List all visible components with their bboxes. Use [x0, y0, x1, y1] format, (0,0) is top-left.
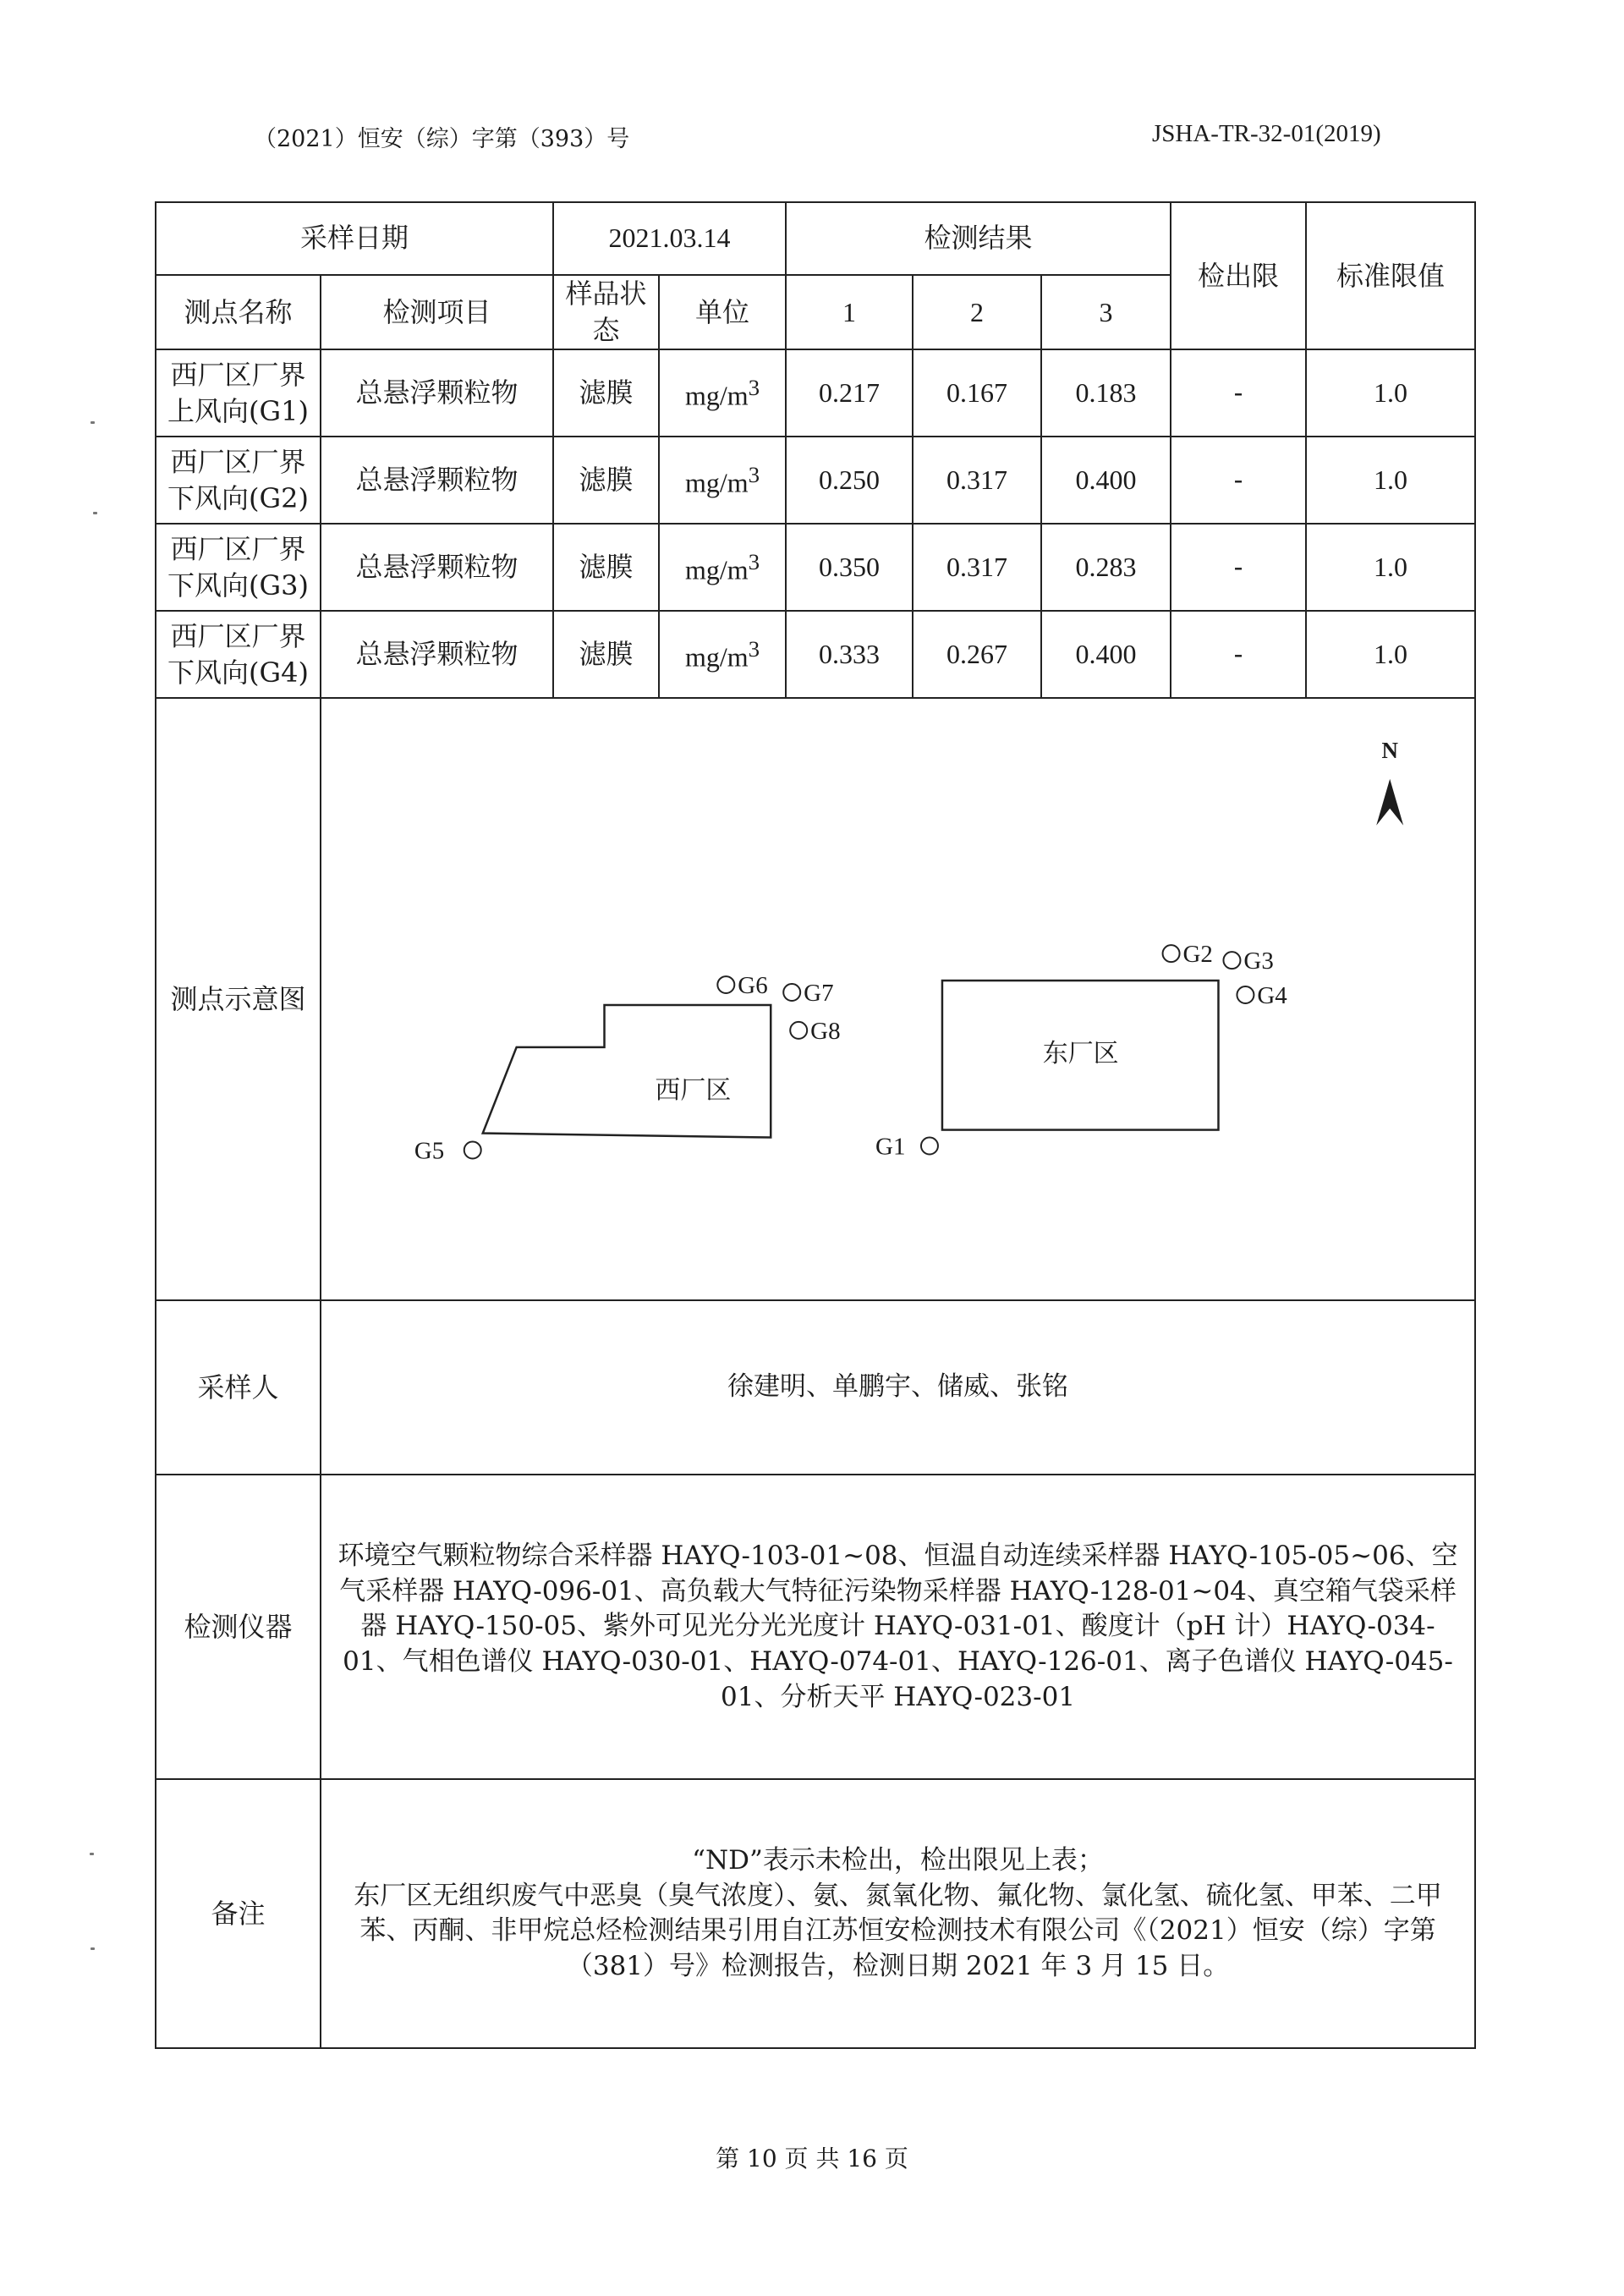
point-g5-label: G5	[414, 1137, 445, 1165]
point-g4-marker	[1237, 986, 1254, 1003]
west-zone-label: 西厂区	[655, 1076, 732, 1107]
unit-text: mg/m	[685, 641, 749, 673]
unit-text: mg/m	[685, 380, 749, 411]
north-label: N	[1381, 738, 1398, 764]
remarks-line-nd: “ND”表示未检出，检出限见上表；	[692, 1844, 1104, 1876]
point-g7-marker	[783, 984, 800, 1001]
remarks-label: 备注	[156, 1779, 321, 2048]
standard-limit-cell: 1.0	[1306, 437, 1475, 524]
point-g1-label: G1	[875, 1133, 906, 1161]
test-item-cell: 总悬浮颗粒物	[321, 437, 553, 524]
point-name-line1: 西厂区厂界	[170, 532, 306, 565]
unit-cell	[659, 611, 786, 698]
page-number: 第 10 页 共 16 页	[716, 2145, 908, 2172]
standard-limit-cell: 1.0	[1306, 524, 1475, 611]
samplers-row	[156, 1300, 1475, 1475]
scan-speck	[91, 1947, 95, 1950]
site-diagram-cell	[321, 698, 1475, 1300]
test-item-cell: 总悬浮颗粒物	[321, 524, 553, 611]
remarks-line-citation: 东厂区无组织废气中恶臭（臭气浓度）、氨、氮氧化物、氟化物、氯化氢、硫化氢、甲苯、二甲苯、丙酮、非甲烷总烃检测结果引用自江苏恒安检测技术有限公司《（2021）恒安（综）字第（381）号》检测报告，检测日期 2021 年 3 月 15 日。	[354, 1880, 1442, 1982]
result-2-cell: 0.317	[913, 437, 1041, 524]
point-name-cell	[156, 524, 321, 611]
remarks-cell	[321, 1779, 1475, 2048]
detection-limit-cell: -	[1171, 349, 1306, 437]
point-g7-label: G7	[804, 980, 834, 1008]
sampling-date-value: 2021.03.14	[553, 202, 786, 275]
point-name-line2: 下风向(G4)	[167, 656, 309, 689]
table-row	[156, 611, 1475, 698]
instruments-text: 环境空气颗粒物综合采样器 HAYQ-103-01~08、恒温自动连续采样器 HAYQ-105-05~06、空气采样器 HAYQ-096-01、高负载大气特征污染物采样器 HAYQ-128-01~04、真空箱气袋采样器 HAYQ-150-05、紫外可见光分光光度计 HAYQ-031-01、酸度计（pH 计）HAYQ-034-01、气相色谱仪 HAYQ-030-01、HAYQ-074-01、HAYQ-126-01、离子色谱仪 HAYQ-045-01、分析天平 HAYQ-023-01	[321, 1475, 1475, 1779]
test-item-cell: 总悬浮颗粒物	[321, 611, 553, 698]
point-g1-marker	[921, 1138, 938, 1155]
point-g4-label: G4	[1257, 982, 1287, 1010]
unit-cell	[659, 437, 786, 524]
point-g2-marker	[1163, 946, 1180, 963]
sample-state-cell: 滤膜	[553, 524, 659, 611]
point-g5-marker	[464, 1142, 481, 1159]
table-row	[156, 524, 1475, 611]
unit-text: mg/m	[685, 467, 749, 498]
site-diagram	[321, 699, 1474, 1299]
point-g3-marker	[1223, 953, 1240, 969]
unit-superscript: 3	[748, 374, 760, 400]
point-g6-marker	[717, 976, 734, 993]
result-3-cell: 0.400	[1041, 437, 1171, 524]
diagram-label: 测点示意图	[156, 698, 321, 1300]
col-result-2: 2	[913, 275, 1041, 349]
results-header: 检测结果	[786, 202, 1171, 275]
point-name-cell	[156, 611, 321, 698]
standard-limit-header: 标准限值	[1306, 202, 1475, 349]
point-g8-label: G8	[810, 1018, 841, 1046]
detection-limit-cell: -	[1171, 437, 1306, 524]
result-3-cell: 0.400	[1041, 611, 1171, 698]
result-1-cell: 0.217	[786, 349, 913, 437]
col-result-1: 1	[786, 275, 913, 349]
col-point-name: 测点名称	[156, 275, 321, 349]
standard-limit-cell: 1.0	[1306, 349, 1475, 437]
unit-superscript: 3	[748, 548, 760, 574]
unit-superscript: 3	[748, 461, 760, 487]
unit-text: mg/m	[685, 554, 749, 585]
point-name-line2: 下风向(G2)	[167, 481, 309, 514]
table-row	[156, 349, 1475, 437]
point-g6-label: G6	[738, 972, 768, 1000]
point-name-line1: 西厂区厂界	[170, 619, 306, 652]
point-g3-label: G3	[1243, 948, 1274, 975]
result-1-cell: 0.250	[786, 437, 913, 524]
east-zone-label: 东厂区	[1042, 1039, 1119, 1069]
detection-limit-header: 检出限	[1171, 202, 1306, 349]
result-1-cell: 0.350	[786, 524, 913, 611]
unit-cell	[659, 524, 786, 611]
sampling-date-row	[156, 202, 1475, 275]
sample-state-cell: 滤膜	[553, 349, 659, 437]
point-g8-marker	[790, 1022, 807, 1039]
result-1-cell: 0.333	[786, 611, 913, 698]
test-item-cell: 总悬浮颗粒物	[321, 349, 553, 437]
north-arrow	[1376, 738, 1403, 826]
detection-report-table	[155, 201, 1476, 2049]
remarks-row	[156, 1779, 1475, 2048]
point-name-line1: 西厂区厂界	[170, 358, 306, 391]
detection-limit-cell: -	[1171, 524, 1306, 611]
result-3-cell: 0.183	[1041, 349, 1171, 437]
point-name-line2: 下风向(G3)	[167, 569, 309, 601]
unit-superscript: 3	[748, 635, 760, 662]
result-2-cell: 0.167	[913, 349, 1041, 437]
result-2-cell: 0.317	[913, 524, 1041, 611]
sample-state-cell: 滤膜	[553, 611, 659, 698]
instruments-row	[156, 1475, 1475, 1779]
sampling-point-markers	[464, 946, 1254, 1159]
point-name-cell	[156, 349, 321, 437]
instruments-label: 检测仪器	[156, 1475, 321, 1779]
point-g2-label: G2	[1182, 941, 1213, 969]
point-name-line2: 上风向(G1)	[167, 394, 309, 427]
report-number: （2021）恒安（综）字第（393）号	[254, 126, 630, 152]
west-zone-outline	[483, 1005, 771, 1138]
sample-state-cell: 滤膜	[553, 437, 659, 524]
standard-limit-cell: 1.0	[1306, 611, 1475, 698]
point-name-cell	[156, 437, 321, 524]
samplers-names: 徐建明、单鹏宇、储威、张铭	[321, 1300, 1475, 1475]
scan-speck	[90, 1853, 94, 1855]
point-name-line1: 西厂区厂界	[170, 445, 306, 478]
result-2-cell: 0.267	[913, 611, 1041, 698]
scan-speck	[91, 421, 95, 424]
scan-speck	[93, 512, 97, 514]
north-arrow-icon	[1376, 779, 1403, 826]
table-row	[156, 437, 1475, 524]
col-sample-state: 样品状态	[553, 275, 659, 349]
samplers-label: 采样人	[156, 1300, 321, 1475]
detection-limit-cell: -	[1171, 611, 1306, 698]
col-test-item: 检测项目	[321, 275, 553, 349]
diagram-row	[156, 698, 1475, 1300]
result-3-cell: 0.283	[1041, 524, 1171, 611]
sampling-date-label: 采样日期	[156, 202, 553, 275]
form-code: JSHA-TR-32-01(2019)	[1152, 120, 1381, 147]
col-result-3: 3	[1041, 275, 1171, 349]
col-unit: 单位	[659, 275, 786, 349]
unit-cell	[659, 349, 786, 437]
